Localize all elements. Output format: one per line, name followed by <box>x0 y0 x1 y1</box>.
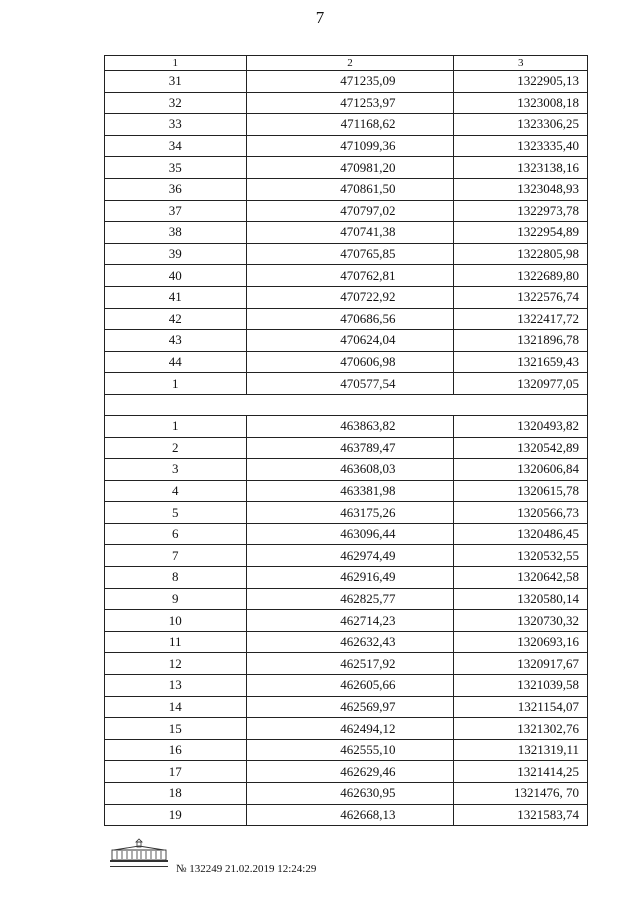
y-coordinate-cell: 1320642,58 <box>454 567 588 589</box>
x-coordinate-cell: 470797,02 <box>246 200 454 222</box>
y-coordinate-cell: 1323335,40 <box>454 135 588 157</box>
table-row <box>105 286 588 308</box>
emblem-caption-band <box>110 861 168 867</box>
x-coordinate-cell: 462916,49 <box>246 567 454 589</box>
document-footer <box>108 838 548 883</box>
column-header-3: 3 <box>454 56 588 71</box>
x-coordinate-cell: 463863,82 <box>246 415 454 437</box>
table-row <box>105 330 588 352</box>
y-coordinate-cell: 1321154,07 <box>454 696 588 718</box>
y-coordinate-cell: 1320615,78 <box>454 480 588 502</box>
x-coordinate-cell: 470577,54 <box>246 373 454 395</box>
x-coordinate-cell: 471253,97 <box>246 92 454 114</box>
table-row <box>105 92 588 114</box>
y-coordinate-cell: 1322954,89 <box>454 222 588 244</box>
table-row <box>105 783 588 805</box>
y-coordinate-cell: 1320532,55 <box>454 545 588 567</box>
table-row <box>105 523 588 545</box>
table-row <box>105 351 588 373</box>
x-coordinate-cell: 462629,46 <box>246 761 454 783</box>
point-number-cell: 41 <box>105 286 247 308</box>
y-coordinate-cell: 1321039,58 <box>454 675 588 697</box>
table-row <box>105 675 588 697</box>
table-row <box>105 157 588 179</box>
table-row <box>105 265 588 287</box>
y-coordinate-cell: 1322417,72 <box>454 308 588 330</box>
table-row <box>105 71 588 93</box>
y-coordinate-cell: 1321414,25 <box>454 761 588 783</box>
y-coordinate-cell: 1320493,82 <box>454 415 588 437</box>
point-number-cell: 1 <box>105 373 247 395</box>
table-row <box>105 222 588 244</box>
point-number-cell: 44 <box>105 351 247 373</box>
y-coordinate-cell: 1320486,45 <box>454 523 588 545</box>
point-number-cell: 39 <box>105 243 247 265</box>
table-row <box>105 567 588 589</box>
table-row <box>105 739 588 761</box>
x-coordinate-cell: 463175,26 <box>246 502 454 524</box>
separator-cell <box>105 394 588 415</box>
x-coordinate-cell: 470606,98 <box>246 351 454 373</box>
y-coordinate-cell: 1322905,13 <box>454 71 588 93</box>
y-coordinate-cell: 1320542,89 <box>454 437 588 459</box>
y-coordinate-cell: 1321319,11 <box>454 739 588 761</box>
table-header-row <box>105 56 588 71</box>
table-row <box>105 459 588 481</box>
y-coordinate-cell: 1321896,78 <box>454 330 588 352</box>
y-coordinate-cell: 1321302,76 <box>454 718 588 740</box>
coordinates-table <box>104 55 588 826</box>
table-row <box>105 804 588 826</box>
column-header-1: 1 <box>105 56 247 71</box>
table-row <box>105 545 588 567</box>
x-coordinate-cell: 462605,66 <box>246 675 454 697</box>
x-coordinate-cell: 462555,10 <box>246 739 454 761</box>
point-number-cell: 11 <box>105 631 247 653</box>
y-coordinate-cell: 1321476, 70 <box>454 783 588 805</box>
table-row <box>105 610 588 632</box>
x-coordinate-cell: 470861,50 <box>246 178 454 200</box>
table-row <box>105 308 588 330</box>
point-number-cell: 31 <box>105 71 247 93</box>
y-coordinate-cell: 1320606,84 <box>454 459 588 481</box>
point-number-cell: 19 <box>105 804 247 826</box>
point-number-cell: 32 <box>105 92 247 114</box>
point-number-cell: 6 <box>105 523 247 545</box>
x-coordinate-cell: 470765,85 <box>246 243 454 265</box>
table-row <box>105 373 588 395</box>
x-coordinate-cell: 463789,47 <box>246 437 454 459</box>
point-number-cell: 40 <box>105 265 247 287</box>
point-number-cell: 7 <box>105 545 247 567</box>
point-number-cell: 1 <box>105 415 247 437</box>
point-number-cell: 42 <box>105 308 247 330</box>
point-number-cell: 36 <box>105 178 247 200</box>
point-number-cell: 43 <box>105 330 247 352</box>
table-row <box>105 631 588 653</box>
y-coordinate-cell: 1323048,93 <box>454 178 588 200</box>
x-coordinate-cell: 471235,09 <box>246 71 454 93</box>
table-row <box>105 480 588 502</box>
point-number-cell: 34 <box>105 135 247 157</box>
x-coordinate-cell: 471168,62 <box>246 114 454 136</box>
x-coordinate-cell: 470741,38 <box>246 222 454 244</box>
y-coordinate-cell: 1321659,43 <box>454 351 588 373</box>
y-coordinate-cell: 1322689,80 <box>454 265 588 287</box>
table-row <box>105 718 588 740</box>
point-number-cell: 5 <box>105 502 247 524</box>
y-coordinate-cell: 1323008,18 <box>454 92 588 114</box>
page-number: 7 <box>315 8 325 27</box>
x-coordinate-cell: 462714,23 <box>246 610 454 632</box>
table-row <box>105 135 588 157</box>
x-coordinate-cell: 462630,95 <box>246 783 454 805</box>
point-number-cell: 18 <box>105 783 247 805</box>
point-number-cell: 4 <box>105 480 247 502</box>
x-coordinate-cell: 462494,12 <box>246 718 454 740</box>
point-number-cell: 15 <box>105 718 247 740</box>
y-coordinate-cell: 1320566,73 <box>454 502 588 524</box>
table-row <box>105 437 588 459</box>
y-coordinate-cell: 1322576,74 <box>454 286 588 308</box>
y-coordinate-cell: 1323306,25 <box>454 114 588 136</box>
point-number-cell: 13 <box>105 675 247 697</box>
point-number-cell: 35 <box>105 157 247 179</box>
x-coordinate-cell: 463381,98 <box>246 480 454 502</box>
table-row <box>105 178 588 200</box>
table-row <box>105 761 588 783</box>
point-number-cell: 33 <box>105 114 247 136</box>
y-coordinate-cell: 1320580,14 <box>454 588 588 610</box>
table-row <box>105 200 588 222</box>
x-coordinate-cell: 462668,13 <box>246 804 454 826</box>
point-number-cell: 16 <box>105 739 247 761</box>
y-coordinate-cell: 1323138,16 <box>454 157 588 179</box>
y-coordinate-cell: 1322973,78 <box>454 200 588 222</box>
x-coordinate-cell: 462632,43 <box>246 631 454 653</box>
point-number-cell: 3 <box>105 459 247 481</box>
y-coordinate-cell: 1320917,67 <box>454 653 588 675</box>
table-row <box>105 114 588 136</box>
x-coordinate-cell: 462825,77 <box>246 588 454 610</box>
x-coordinate-cell: 462517,92 <box>246 653 454 675</box>
x-coordinate-cell: 470722,92 <box>246 286 454 308</box>
y-coordinate-cell: 1321583,74 <box>454 804 588 826</box>
table-row <box>105 696 588 718</box>
point-number-cell: 17 <box>105 761 247 783</box>
table-separator-row <box>105 394 588 415</box>
x-coordinate-cell: 462569,97 <box>246 696 454 718</box>
point-number-cell: 10 <box>105 610 247 632</box>
table-row <box>105 653 588 675</box>
x-coordinate-cell: 470686,56 <box>246 308 454 330</box>
table-row <box>105 502 588 524</box>
table-row <box>105 415 588 437</box>
point-number-cell: 9 <box>105 588 247 610</box>
column-header-2: 2 <box>246 56 454 71</box>
table-row <box>105 588 588 610</box>
x-coordinate-cell: 463096,44 <box>246 523 454 545</box>
y-coordinate-cell: 1322805,98 <box>454 243 588 265</box>
y-coordinate-cell: 1320693,16 <box>454 631 588 653</box>
point-number-cell: 2 <box>105 437 247 459</box>
y-coordinate-cell: 1320730,32 <box>454 610 588 632</box>
x-coordinate-cell: 470981,20 <box>246 157 454 179</box>
point-number-cell: 12 <box>105 653 247 675</box>
x-coordinate-cell: 463608,03 <box>246 459 454 481</box>
y-coordinate-cell: 1320977,05 <box>454 373 588 395</box>
x-coordinate-cell: 470624,04 <box>246 330 454 352</box>
table-row <box>105 243 588 265</box>
point-number-cell: 14 <box>105 696 247 718</box>
x-coordinate-cell: 471099,36 <box>246 135 454 157</box>
coordinates-table-body <box>105 56 588 826</box>
point-number-cell: 37 <box>105 200 247 222</box>
point-number-cell: 38 <box>105 222 247 244</box>
x-coordinate-cell: 470762,81 <box>246 265 454 287</box>
x-coordinate-cell: 462974,49 <box>246 545 454 567</box>
point-number-cell: 8 <box>105 567 247 589</box>
document-registration-meta: № 132249 21.02.2019 12:24:29 <box>176 863 317 875</box>
